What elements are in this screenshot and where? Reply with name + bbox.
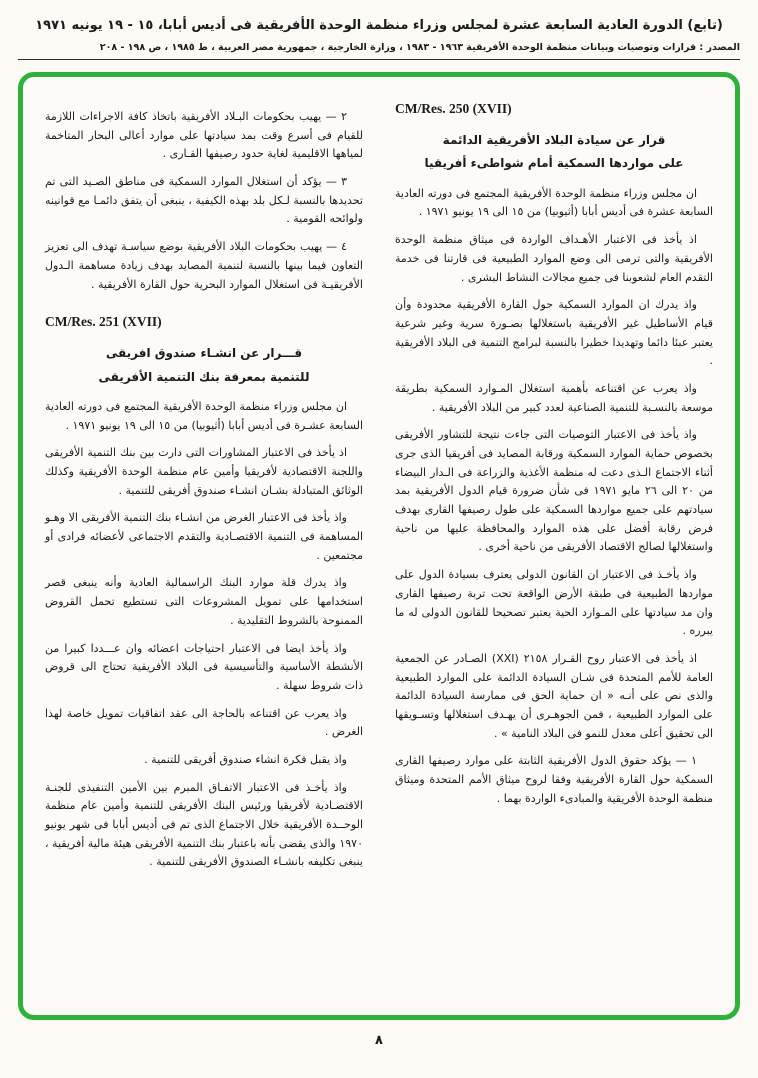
paragraph: اذ يأخذ فى الاعتبار المشاورات التى دارت بين بنك التنمية الأفريقى واللجنة الاقتصادية لأفريقيا وأمين عام منظمة الوحدة الأفريقية وكذلك الوثائق المتبادلة بشـان انشـاء صندوق أفريقى للتنمية .: [45, 446, 363, 497]
paragraph: واذ يأخذ فى الاعتبار التوصيات التى جاءت نتيجة للتشاور الأفريقى بخصوص حماية الموارد السمكية ورقابة المصايد فى أفريقيا الذى جرى أثناء الاجتماع الـذى دعت له منظمة الأغذية والزراعة فى الـدار البيضاء من ٢٠ الى ٢٦ مايو ١٩٧١ فى شأن ضرورة قيام الدول الأفريقية بمد سيادتهم على جميع مواردها السمكية على طول رصيفها القارى بهدف فرض رقابة أفضل على هذه الموارد والمحافظة عليها من ناحية واستغلالها لصالح الاقتصاد الأفريقى من ناحية أخرى .: [395, 428, 713, 554]
resolution-id-251: CM/Res. 251 (XVII): [45, 314, 162, 330]
resolution-250-title-line2: على مواردها السمكية أمام شواطىء أفريقيا: [424, 156, 684, 171]
resolution-250-title: [395, 129, 713, 176]
column-right: [395, 99, 713, 999]
page-footer: [18, 1020, 740, 1060]
paragraph: واذ يأخـذ فى الاعتبار الاتفـاق المبرم بين الأمين التنفيذى للجنـة الاقتصـادية لأفريقيا ورئيس البنك الأفريقى للتنمية وأمين عام منظمة الوحــدة الأفريقية خلال الاجتماع الذى تم فى أديس أبابا فى شهر يونيو ١٩٧٠ والذى يقضى بأنه باعتبار بنك التنمية الأفريقى هيئة مالية أفريقية ، ينبغى تكليفه بانشـاء الصندوق الأفريقى للتنمية .: [45, 780, 363, 869]
page-number: ٨: [375, 1032, 383, 1048]
page-header: [18, 18, 740, 60]
paragraph: واذ يأخذ ايضا فى الاعتبار احتياجات اعضائه وان عـــددا كبيرا من الأنشطة الأساسية والتأسيسية فى البلاد الأفريقية تحتاج الى قروض ذات شروط سهلة .: [45, 641, 363, 692]
numbered-clause-2: ٢ — يهيب بحكومات البـلاد الأفريقية باتخاذ كافة الاجراءات اللازمة للقيام فى أسرع وقت بمد سيادتها على موارد أعالى البحار المتاخمة لمياهها الاقليمية لغاية حدود رصيفها القـارى .: [45, 110, 363, 161]
paragraph: واذ يدرك ان الموارد السمكية حول القارة الأفريقية محدودة وأن قيام الأساطيل غير الأفريقية باستغلالها بصـورة سرية وغير شرعية يعتبر عبئا دائما وتهديدا خطيرا بالنسبة لبرامج التنمية فى البلاد الأفريقية .: [395, 298, 713, 368]
numbered-clause-3: ٣ — يؤكد أن استغلال الموارد السمكية فى مناطق الصـيد التى تم تحديدها بالنسبة لـكل بلد بهذه الكيفية ، ينبغى أن يتفق دائمـا مع قوانينه ولوائحه القومية .: [45, 175, 363, 226]
content-frame: [18, 72, 740, 1020]
resolution-id-250: CM/Res. 250 (XVII): [395, 101, 512, 116]
numbered-clause-1: ١ — يؤكد حقوق الدول الأفريقية الثابتة على موارد رصيفها القارى السمكية حول القارة الأفريقية وفقا لروح ميثاق الأمم المتحدة وميثاق منظمة الوحدة الأفريقية والمبادىء الواردة بهما .: [395, 754, 713, 805]
paragraph: واذ يدرك قلة موارد البنك الراسمالية العادية وأنه ينبغى قصر استخدامها على تمويل المشروعات التى تستطيع تحمل القروض الممنوحة بالشروط التقليدية .: [45, 576, 363, 627]
paragraph: ان مجلس وزراء منظمة الوحدة الأفريقية المجتمع فى دورته العادية السابعة عشرة فى أديس أبابا (أثيوبيا) من ١٥ الى ١٩ يونيو ١٩٧١ .: [395, 186, 713, 219]
column-left: [45, 99, 363, 999]
header-divider: [18, 59, 740, 60]
paragraph: واذ يأخذ فى الاعتبار الغرض من انشـاء بنك التنمية الأفريقى الا وهـو المساهمة فى التنمية الاقتصـادية والتقدم الاجتماعى لأعضائه فرادى أو مجتمعين .: [45, 511, 363, 562]
resolution-251-title-line1: قـــرار عن انشـاء صندوق افريقى: [105, 346, 303, 361]
paragraph: ان مجلس وزراء منظمة الوحدة الأفريقية المجتمع فى دورته العادية السابعة عشـرة فى أديس أبابا (أثيوبيا) من ١٥ الى ١٩ يونيو ١٩٧١ .: [45, 399, 363, 432]
paragraph: اذ يأخذ فى الاعتبار روح القـرار ٢١٥٨ (XXI) الصـادر عن الجمعية العامة للأمم المتحدة فى شـان السيادة الدائمة على الموارد الطبيعية والذى نص على أنـه « ان حماية الحق فى ممارسة السيادة الدائمة على الموارد الطبيعية ، فمن الجوهـرى أن يهـدف استغلالها وتسـويقها الى تحقيق أعلى معدل للنمو فى البلاد النامية » .: [395, 651, 713, 740]
paragraph: اذ يأخذ فى الاعتبار الأهـداف الواردة فى ميثاق منظمة الوحدة الأفريقية والتى ترمى الى وضع الموارد الطبيعية فى قارتنا فى خدمة التقدم العام لشعوبنا فى جميع مجالات النشاط البشرى .: [395, 233, 713, 284]
paragraph: واذ يقبل فكرة انشاء صندوق أفريقى للتنمية .: [144, 752, 347, 766]
resolution-251-title: [45, 342, 363, 389]
resolution-251-title-line2: للتنمية بمعرفة بنك التنمية الأفريقى: [98, 369, 310, 384]
source-line: المصدر : قرارات وتوصيات وبيانات منظمة الوحدة الأفريقية ١٩٦٣ - ١٩٨٣ ، وزارة الخارجية ، جمهورية مصر العربية ، ط ١٩٨٥ ، ص ١٩٨ - ٢٠٨: [99, 42, 740, 53]
resolution-250-title-line1: قرار عن سيادة البلاد الأفريقية الدائمة: [442, 133, 666, 147]
paragraph: واذ يعرب عن اقتناعه بأهمية استغلال المـوارد السمكية بطريقة موسعة بالنسـبة للتنمية الصناعية لعدد كبير من البلاد الأفريقية .: [395, 381, 713, 414]
paragraph: واذ يعرب عن اقتناعه بالحاجة الى عقد اتفاقيات تمويل خاصة لهذا الغرض .: [45, 706, 363, 739]
paragraph: واذ يأخـذ فى الاعتبار ان القانون الدولى يعترف بسيادة الدول على مواردها الطبيعية فى طبقة الأرض الواقعة تحت تربة رصيفها القارى وان مد سيادتها على المـوارد الحية يعتبر تصحيحا للقانون الدولى له ما يبرره .: [395, 568, 713, 638]
numbered-clause-4: ٤ — يهيب بحكومات البلاد الأفريقية بوضع سياسـة تهدف الى تعزيز التعاون فيما بينها بالنسبة لتنمية المصايد بهدف زيادة مساهمة الـدول الأفريقيـة فى استغلال الموارد البحرية حول القارة الأفريقية .: [45, 240, 363, 291]
session-title: (تابع) الدورة العادية السابعة عشرة لمجلس وزراء منظمة الوحدة الأفريقية فى أديس أبابا، ١٥ - ١٩ يونيه ١٩٧١: [35, 18, 723, 33]
